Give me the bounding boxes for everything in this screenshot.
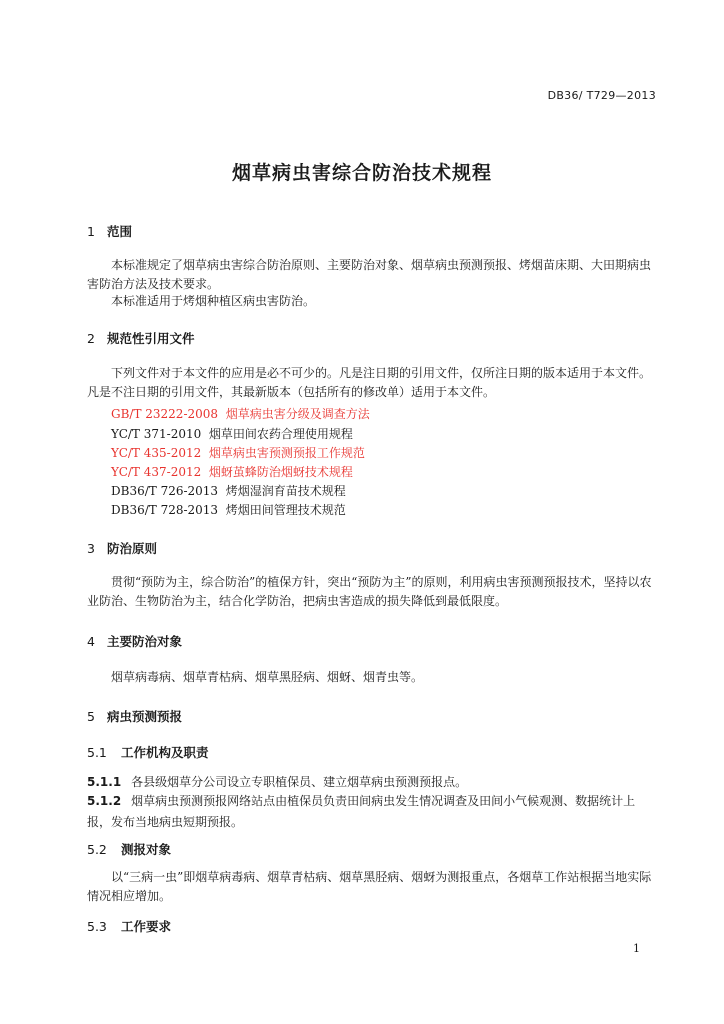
subsection-number: 5.1 [87, 745, 107, 760]
reference-code: YC/T 371-2010 [111, 427, 202, 441]
section-title: 病虫预测预报 [107, 709, 183, 724]
clause-number: 5.1.2 [87, 794, 122, 808]
reference-item[interactable] [111, 463, 353, 480]
document-code: DB36/ T729—2013 [547, 89, 656, 102]
section-2-heading [87, 329, 195, 347]
subsection-5-1-heading [87, 743, 209, 761]
section-title: 防治原则 [107, 541, 158, 556]
section-4-paragraph: 烟草病毒病、烟草青枯病、烟草黑胫病、烟蚜、烟青虫等。 [111, 670, 424, 684]
reference-name: 烟草病虫害预测预报工作规范 [208, 446, 365, 460]
subsection-number: 5.3 [87, 919, 107, 934]
clause-5-1-1 [87, 772, 657, 793]
reference-item [111, 425, 353, 442]
section-number: 4 [87, 634, 95, 649]
subsection-5-2-heading [87, 840, 171, 858]
section-number: 5 [87, 709, 95, 724]
subsection-title: 工作机构及职责 [121, 745, 209, 760]
reference-code: YC/T 437-2012 [111, 465, 202, 479]
reference-item[interactable] [111, 444, 365, 461]
clause-number: 5.1.1 [87, 775, 122, 789]
clause-5-1-2 [87, 791, 657, 833]
subsection-title: 测报对象 [121, 842, 172, 857]
section-title: 规范性引用文件 [107, 331, 195, 346]
section-3-paragraph: 贯彻“预防为主，综合防治”的植保方针，突出“预防为主”的原则，利用病虫害预测预报技术，坚持以农业防治、生物防治为主，结合化学防治，把病虫害造成的损失降低到最低限度。 [87, 575, 652, 608]
section-title: 范围 [107, 224, 133, 239]
section-1-paragraph-1: 本标准规定了烟草病虫害综合防治原则、主要防治对象、烟草病虫预测预报、烤烟苗床期、大田期病虫害防治方法及技术要求。 [87, 258, 652, 291]
section-number: 2 [87, 331, 95, 346]
subsection-5-3-heading [87, 917, 171, 935]
reference-name: 烟蚜茧蜂防治烟蚜技术规程 [208, 465, 353, 479]
reference-name: 烟草病虫害分级及调查方法 [225, 407, 370, 421]
reference-item [111, 482, 346, 499]
section-title: 主要防治对象 [107, 634, 183, 649]
subsection-number: 5.2 [87, 842, 107, 857]
page-number: 1 [633, 942, 640, 955]
section-1-paragraph-2: 本标准适用于烤烟种植区病虫害防治。 [111, 294, 316, 308]
section-3-heading [87, 539, 157, 557]
subsection-5-2-paragraph: 以“三病一虫”即烟草病毒病、烟草青枯病、烟草黑胫病、烟蚜为测报重点，各烟草工作站根据当地实际情况相应增加。 [87, 870, 652, 903]
subsection-title: 工作要求 [121, 919, 172, 934]
section-number: 1 [87, 224, 95, 239]
reference-code: GB/T 23222-2008 [111, 407, 219, 421]
section-4-heading [87, 632, 182, 650]
section-5-heading [87, 707, 182, 725]
clause-text: 各县级烟草分公司设立专职植保员、建立烟草病虫预测预报点。 [131, 775, 468, 789]
clause-text: 烟草病虫预测预报网络站点由植保员负责田间病虫发生情况调查及田间小气候观测、数据统计上报，发布当地病虫短期预报。 [87, 794, 636, 829]
reference-name: 烟草田间农药合理使用规程 [208, 427, 353, 441]
reference-name: 烤烟田间管理技术规范 [225, 503, 346, 517]
section-2-paragraph: 下列文件对于本文件的应用是必不可少的。凡是注日期的引用文件，仅所注日期的版本适用于本文件。凡是不注日期的引用文件，其最新版本（包括所有的修改单）适用于本文件。 [87, 366, 652, 399]
section-1-heading [87, 222, 132, 240]
reference-name: 烤烟湿润育苗技术规程 [225, 484, 346, 498]
document-title: 烟草病虫害综合防治技术规程 [231, 162, 492, 184]
reference-code: DB36/T 728-2013 [111, 503, 219, 517]
reference-code: YC/T 435-2012 [111, 446, 202, 460]
section-number: 3 [87, 541, 95, 556]
reference-item [111, 501, 346, 518]
reference-item[interactable] [111, 405, 370, 422]
reference-code: DB36/T 726-2013 [111, 484, 219, 498]
